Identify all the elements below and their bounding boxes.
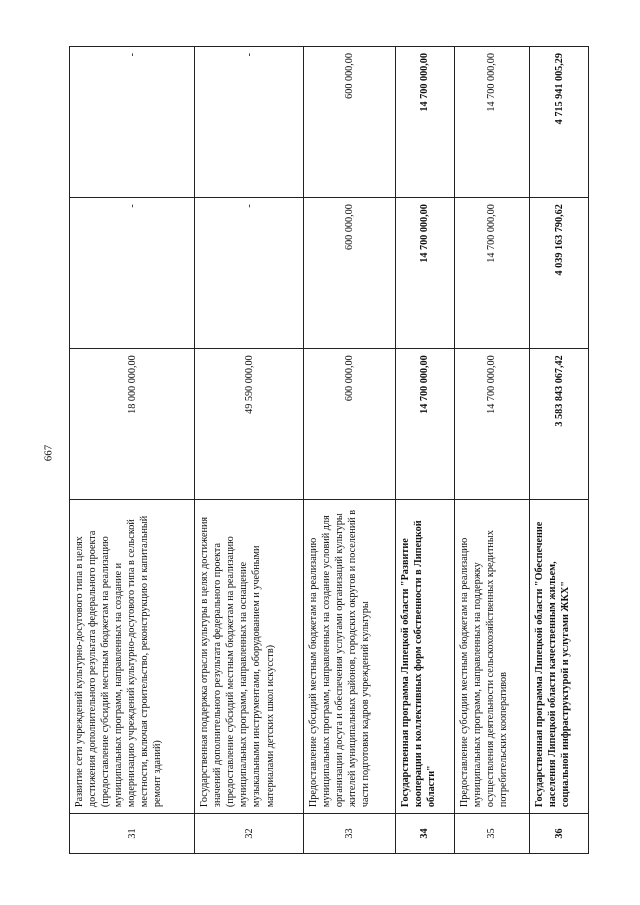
value-year-1: 14 700 000,00 bbox=[395, 349, 454, 500]
value-year-3: 600 000,00 bbox=[303, 47, 395, 198]
value-year-1: 18 000 000,00 bbox=[70, 349, 195, 500]
value-year-2: 4 039 163 790,62 bbox=[530, 198, 589, 349]
row-name: Предоставление субсидии местным бюджетам на реализацию муниципальных программ, направленных на поддержку осуществления деятельности сельскохозяйственных кредитных потребительских кооперативов bbox=[454, 500, 529, 814]
table-row-total bbox=[530, 47, 589, 854]
value-year-2: 600 000,00 bbox=[303, 198, 395, 349]
value-year-3: 14 700 000,00 bbox=[395, 47, 454, 198]
value-year-3: 4 715 941 005,29 bbox=[530, 47, 589, 198]
value-year-3: - bbox=[195, 47, 304, 198]
row-number: 36 bbox=[530, 814, 589, 854]
table-row bbox=[303, 47, 395, 854]
value-year-2: - bbox=[195, 198, 304, 349]
row-number: 33 bbox=[303, 814, 395, 854]
row-number: 31 bbox=[70, 814, 195, 854]
row-number: 35 bbox=[454, 814, 529, 854]
table-row bbox=[454, 47, 529, 854]
value-year-2: 14 700 000,00 bbox=[454, 198, 529, 349]
row-number: 32 bbox=[195, 814, 304, 854]
budget-table bbox=[69, 46, 589, 854]
row-name: Развитие сети учреждений культурно-досугового типа в целях достижения дополнительного результата федерального проекта (предоставление субсидий местным бюджетам на реализацию муниципальных программ, направленных на создание и модернизацию учреждений культурно-досугового типа в сельской местности, включая строительство, реконструкцию и капитальный ремонт зданий) bbox=[70, 500, 195, 814]
value-year-1: 14 700 000,00 bbox=[454, 349, 529, 500]
value-year-1: 3 583 843 067,42 bbox=[530, 349, 589, 500]
value-year-1: 49 590 000,00 bbox=[195, 349, 304, 500]
page-number: 667 bbox=[42, 444, 55, 462]
value-year-3: - bbox=[70, 47, 195, 198]
table-row bbox=[195, 47, 304, 854]
row-name: Государственная поддержка отрасли культуры в целях достижения значений дополнительного результата федерального проекта (предоставление субсидий местным бюджетам на реализацию муниципальных программ, направленных на оснащение музыкальными инструментами, оборудованием и учебными материалами детских школ искусств) bbox=[195, 500, 304, 814]
table-body bbox=[70, 47, 589, 854]
value-year-3: 14 700 000,00 bbox=[454, 47, 529, 198]
value-year-1: 600 000,00 bbox=[303, 349, 395, 500]
value-year-2: - bbox=[70, 198, 195, 349]
value-year-2: 14 700 000,00 bbox=[395, 198, 454, 349]
row-name: Государственная программа Липецкой области "Развитие кооперации и коллективных форм собственности в Липецкой области" bbox=[395, 500, 454, 814]
table-row bbox=[70, 47, 195, 854]
row-number: 34 bbox=[395, 814, 454, 854]
row-name: Государственная программа Липецкой области "Обеспечение населения Липецкой области качественным жильем, социальной инфраструктурой и услугами ЖКХ" bbox=[530, 500, 589, 814]
row-name: Предоставление субсидий местным бюджетам на реализацию муниципальных программ, направленных на создание условий для организации досуга и обеспечения услугами организаций культуры жителей муниципальных районов, городских округов и поселений в части подготовки кадров учреждений культуры bbox=[303, 500, 395, 814]
table-row-total bbox=[395, 47, 454, 854]
